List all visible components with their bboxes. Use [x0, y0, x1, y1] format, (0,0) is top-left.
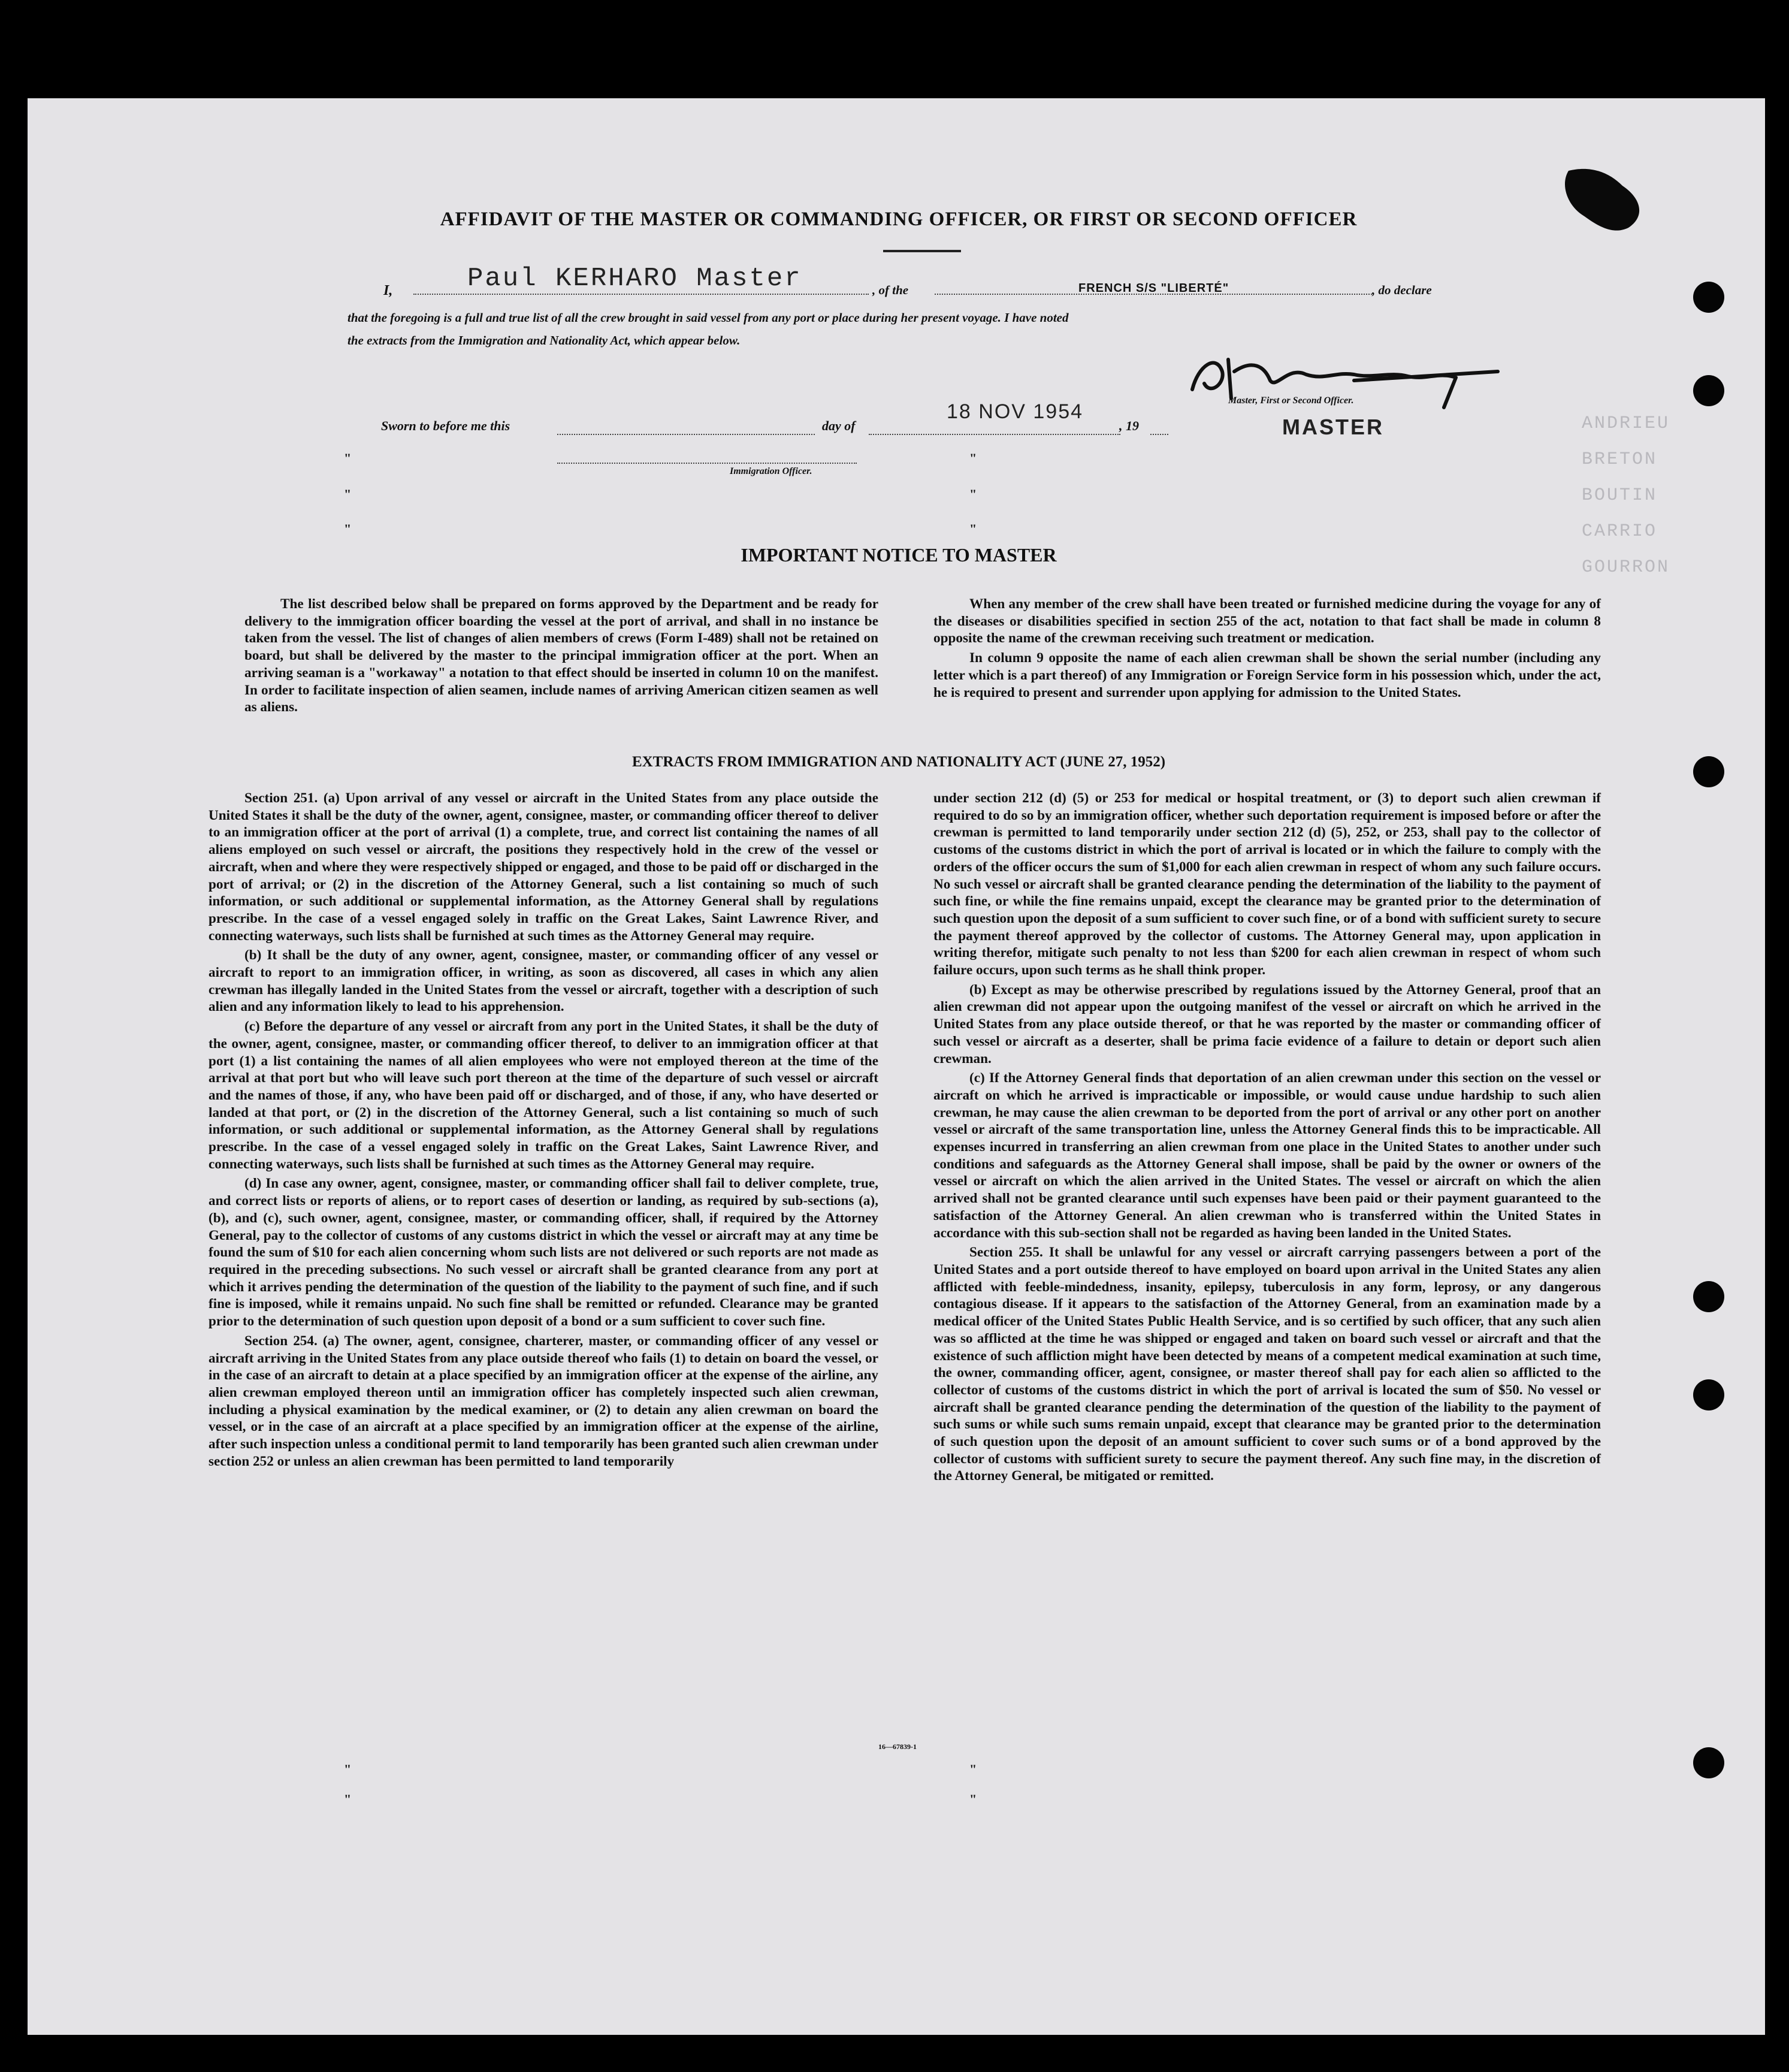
section-254-c: (c) If the Attorney General finds that deportation of an alien crewman under this section on the vessel or aircraft on which he arrived is impracticable or impossible, or would cause undue hardship to such alien crewman, he may cause the alien crewman to be deported from the port of arrival or any other port on another vessel or aircraft of the same transportation line, unless the Attorney General finds this to be impracticable. All expenses incurred in transferring an alien crewman from one place in the United States to another under such conditions and safeguards as the Attorney General shall impose, shall be paid by the owner or owners of the vessel or aircraft on which the alien arrived in the United States. The vessel or aircraft on which the alien arrived shall not be granted clearance until such expenses have been paid or their payment guaranteed to the satisfaction of the Attorney General. An alien crewman who is transferred within the United States in accordance with this sub-section shall not be regarded as having been landed in the United States. — [933, 1070, 1601, 1241]
day-of-label: day of — [822, 418, 856, 433]
punch-hole — [1693, 375, 1724, 406]
sworn-label: Sworn to before me this — [381, 418, 510, 433]
bleed-through-text: ANDRIEU — [1582, 413, 1670, 434]
section-251-b: (b) It shall be the duty of any owner, agent, consignee, master, or commanding officer of any vessel or aircraft to report to an immigration officer, in writing, as soon as discovered, all cases in which any alien crewman has illegally landed in the United States from the vessel or aircraft, together with a description of such alien and any information likely to lead to his apprehension. — [208, 947, 878, 1015]
notice-right-paragraph-2: In column 9 opposite the name of each alien crewman shall be shown the serial number (including any letter which is a part thereof) of any Immigration or Foreign Service form in his possession which, under the act, he is required to present and surrender upon applying for admission to the United States. — [933, 650, 1601, 700]
master-stamp: MASTER — [1282, 415, 1384, 439]
master-name-typed: Paul KERHARO Master — [467, 264, 802, 294]
bleed-through-text: BRETON — [1582, 449, 1658, 470]
date-stamp: 18 NOV 1954 — [947, 400, 1084, 423]
ditto-mark: " — [969, 487, 977, 502]
ditto-mark: " — [344, 521, 352, 536]
ditto-mark: " — [344, 487, 352, 502]
notice-heading: IMPORTANT NOTICE TO MASTER — [741, 544, 1057, 566]
declaration-line-3: the extracts from the Immigration and Nationality Act, which appear below. — [347, 333, 741, 348]
notice-right-paragraph-1: When any member of the crew shall have been treated or furnished medicine during the voyage for any of the diseases or disabilities specified in section 255 of the act, notation to that fact shall be made in column 8 opposite the name of the crewman receiving such treatment or medication. — [933, 596, 1601, 647]
notice-left-paragraph: The list described below shall be prepared on forms approved by the Department and be ready for delivery to the immigration officer boarding the vessel at the port of arrival, and shall in no instance be taken from the vessel. The list of changes of alien members of crews (Form I-489) shall not be retained on board, but shall be delivered by the master to the principal immigration officer at the port. When an arriving seaman is a "workaway" a notation to that effect should be inserted in column 10 on the manifest. In order to facilitate inspection of alien seamen, include names of arriving American citizen seamen as well as aliens. — [244, 596, 878, 715]
ditto-mark: " — [344, 451, 352, 466]
officer-caption: Master, First or Second Officer. — [1228, 395, 1354, 406]
torn-edge-mark — [1557, 162, 1652, 240]
ditto-mark: " — [969, 451, 977, 466]
extracts-heading: EXTRACTS FROM IMMIGRATION AND NATIONALITY ACT (JUNE 27, 1952) — [631, 754, 1166, 770]
extracts-left-column — [208, 790, 878, 1470]
punch-hole — [1693, 756, 1724, 787]
section-251-c: (c) Before the departure of any vessel or aircraft from any port in the United States, it shall be the duty of the owner, agent, consignee, master, or commanding officer thereof, to deliver to an immigration officer at that port (1) a list containing the names of all alien employees who were not employed thereon at the time of the arrival at that port but who will leave such port thereon at the time of the departure of such vessel or aircraft and the names of those, if any, who have been paid off or discharged, and of those, if any, who have deserted or landed at that port, or (2) in the discretion of the Attorney General, such a list containing so much of such information, or such additional or supplemental information, as the Attorney General shall by regulations prescribe. In the case of a vessel engaged solely in traffic on the Great Lakes, Saint Lawrence River, and connecting waterways, such lists shall be furnished at such times as the Attorney General may require. — [208, 1019, 878, 1172]
punch-hole — [1693, 1379, 1724, 1410]
declaration-line-2: that the foregoing is a full and true list of all the crew brought in said vessel from any port or place during her present voyage. I have noted — [347, 310, 1069, 325]
section-251-a: Section 251. (a) Upon arrival of any vessel or aircraft in the United States from any place outside the United States it shall be the duty of the owner, agent, consignee, master, or commanding officer thereof to deliver to an immigration officer at the port of arrival (1) a complete, true, and correct list containing the names of all aliens employed on such vessel or aircraft, the positions they respectively hold in the crew of the vessel or aircraft, when and where they were respectively shipped or engaged, and those to be paid off or discharged in the port of arrival; or (2) in the discretion of the Attorney General, such a list containing so much of such information, or such additional or supplemental information, as the Attorney General shall by regulations prescribe. In the case of a vessel engaged solely in traffic on the Great Lakes, Saint Lawrence River, and connecting waterways, such lists shall be furnished at such times as the Attorney General may require. — [208, 790, 878, 944]
punch-hole — [1693, 282, 1724, 313]
ditto-mark: " — [344, 1762, 352, 1777]
section-254-a: Section 254. (a) The owner, agent, consignee, charterer, master, or commanding officer of any vessel or aircraft arriving in the United States from any place outside thereof who fails (1) to detain on board the vessel, or in the case of an aircraft to detain at a place specified by an immigration officer at the expense of the airline, any alien crewman employed thereon until an immigration officer has completely inspected such alien crewman, including a physical examination by the medical examiner, or (2) to detain any alien crewman on board the vessel, or in the case of an aircraft at a place specified by an immigration officer at the expense of the airline, after such inspection unless a conditional permit to land temporarily has been granted such alien crewman under section 252 or unless an alien crewman has been permitted to land temporarily — [208, 1333, 878, 1469]
immigration-officer-blank — [557, 451, 857, 464]
section-254-b: (b) Except as may be otherwise prescribed by regulations issued by the Attorney General, proof that an alien crewman did not appear upon the outgoing manifest of the vessel or aircraft on which he arrived in the United States from any place outside thereof, or that he was reported by the master or commanding officer of such vessel or aircraft as a deserter, shall be prima facie evidence of a failure to detain or deport such alien crewman. — [933, 981, 1601, 1067]
punch-hole — [1693, 1747, 1724, 1778]
bleed-through-text: CARRIO — [1582, 521, 1658, 542]
notice-right-column — [933, 596, 1601, 701]
immigration-caption: Immigration Officer. — [730, 466, 812, 476]
ditto-mark: " — [969, 1792, 977, 1807]
declaration-prefix: I, — [383, 283, 393, 298]
of-the-label: , of the — [872, 283, 909, 297]
title-rule — [883, 250, 961, 252]
notice-left-column — [244, 596, 878, 716]
section-255: Section 255. It shall be unlawful for any vessel or aircraft carrying passengers between a port of the United States and a port outside thereof to have employed on board upon arrival in the United States any alien afflicted with feeble-mindedness, insanity, epilepsy, tuberculosis in any form, leprosy, or any dangerous contagious disease. If it appears to the satisfaction of the Attorney General, from an examination made by a medical officer of the United States Public Health Service, and is so certified by such officer, that any such alien was so afflicted at the time he was shipped or engaged and taken on board such vessel or aircraft and that the existence of such affliction might have been detected by means of a competent medical examination at such time, the owner, commanding officer, agent, consignee, or master thereof shall pay for each alien so afflicted to the collector of customs of the customs district in which the port of arrival is located the sum of $50. No vessel or aircraft shall be granted clearance pending the determination of the question of the liability to the payment of such sums or while such sums remain unpaid, except that clearance may be granted prior to the determination of such question upon the deposit of an amount sufficient to cover such sums or of a bond approved by the collector of customs with sufficient surety to secure the payment thereof. Any such fine may, in the discretion of the Attorney General, be mitigated or remitted. — [933, 1245, 1601, 1484]
year-blank — [1150, 419, 1168, 435]
year-label: , 19 — [1119, 418, 1139, 433]
section-254-a-continued: under section 212 (d) (5) or 253 for medical or hospital treatment, or (3) to deport such alien crewman if required to do so by an immigration officer, whether such deportation requirement is imposed before or after the crewman is permitted to land temporarily under section 212 (d) (5), 252, or 253, shall pay to the collector of customs of the customs district in which the port of arrival is located or in which the failure to comply with the orders of the officer occurs the sum of $1,000 for each alien crewman in respect of whom any such failure occurs. No such vessel or aircraft shall be granted clearance pending the determination of the liability to the payment of such fine, or while the fine remains unpaid, except the clearance may be granted prior to the determination of such question upon the deposit of a sum sufficient to cover such fine, or of a bond with sufficient surety to secure the payment thereof approved by the collector of customs. The Attorney General may, upon application in writing therefor, mitigate such penalty to not less than $200 for each alien crewman in respect of whom such failure occurs, upon such terms as he shall think proper. — [933, 790, 1601, 978]
document-title: AFFIDAVIT OF THE MASTER OR COMMANDING OFFICER, OR FIRST OR SECOND OFFICER — [440, 209, 1358, 230]
bleed-through-text: GOURRON — [1582, 557, 1670, 578]
form-number: 16—67839-1 — [878, 1742, 917, 1751]
section-251-d: (d) In case any owner, agent, consignee, master, or commanding officer shall fail to deliver complete, true, and correct lists or reports of aliens, or to report cases of desertion or landing, as required by sub-sections (a), (b), and (c), such owner, agent, consignee, master, or commanding officer, shall, if required by the Attorney General, pay to the collector of customs of any customs district in which the vessel or aircraft may at any time be found the sum of $10 for each alien concerning whom such lists are not delivered or such reports are not made as required in the preceding subsections. No such vessel or aircraft shall be granted clearance from any port at which it arrives pending the determination of the question of the liability to the payment of such fine, and if such fine is imposed, while it remains unpaid. No such fine shall be remitted or refunded. Clearance may be granted prior to the determination of such question upon deposit of a bond or a sum sufficient to cover such fine. — [208, 1176, 878, 1330]
sworn-blank — [557, 419, 815, 435]
extracts-right-column — [933, 790, 1601, 1485]
bleed-through-text: BOUTIN — [1582, 485, 1658, 506]
ditto-mark: " — [969, 521, 977, 536]
ditto-mark: " — [969, 1762, 977, 1777]
ditto-mark: " — [344, 1792, 352, 1807]
vessel-name-typed: FRENCH S/S "LIBERTÉ" — [1078, 282, 1229, 295]
punch-hole — [1693, 1281, 1724, 1312]
do-declare-label: , do declare — [1372, 283, 1432, 297]
